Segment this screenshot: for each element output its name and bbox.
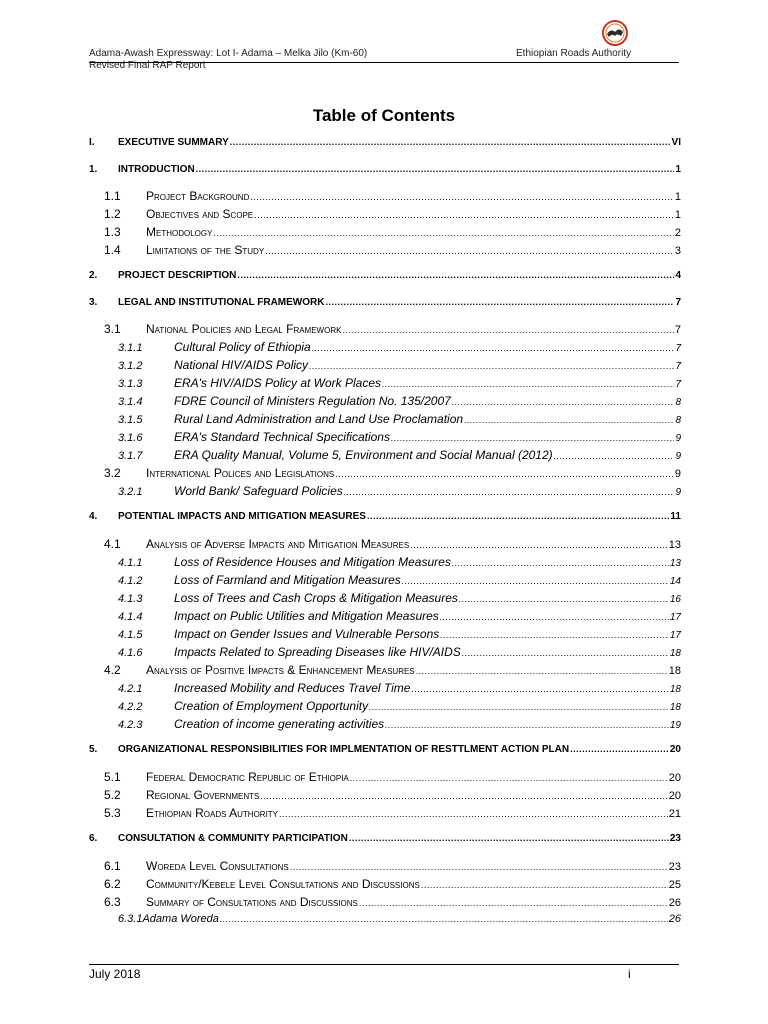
toc-leader-dots xyxy=(416,666,668,676)
toc-entry-page: 23 xyxy=(668,861,681,873)
toc-entry-number: 4.1.4 xyxy=(118,611,143,623)
toc-entry-number: 3.1.4 xyxy=(118,396,143,408)
toc-leader-dots xyxy=(196,164,675,174)
toc-entry-page: 20 xyxy=(668,790,681,802)
toc-leader-dots xyxy=(385,720,669,730)
footer-rule xyxy=(89,964,679,965)
toc-entry-number: 6. xyxy=(89,833,98,844)
toc-entry[interactable] xyxy=(89,137,681,153)
toc-entry[interactable] xyxy=(89,859,681,875)
toc-entry-label: Creation of Employment Opportunity xyxy=(174,699,369,713)
toc-leader-dots xyxy=(440,612,669,622)
toc-entry-number: 3.2 xyxy=(104,466,121,480)
toc-entry[interactable] xyxy=(89,322,681,338)
toc-entry-number: 6.3.1 xyxy=(118,913,143,925)
toc-entry-page: 13 xyxy=(669,558,681,569)
toc-entry-label: Loss of Farmland and Mitigation Measures xyxy=(174,573,401,587)
toc-entry-page: 18 xyxy=(668,665,681,677)
toc-entry-label: Cultural Policy of Ethiopia xyxy=(174,340,311,354)
toc-leader-dots xyxy=(382,379,674,389)
toc-entry-page: 4 xyxy=(675,270,681,281)
toc-entry-number: 4. xyxy=(89,511,98,522)
toc-leader-dots xyxy=(309,361,674,371)
toc-entry-number: 6.1 xyxy=(104,859,121,873)
toc-leader-dots xyxy=(220,914,668,924)
toc-entry-number: 2. xyxy=(89,270,98,281)
toc-leader-dots xyxy=(349,833,669,843)
toc-entry-number: 3.1.3 xyxy=(118,378,143,390)
toc-entry-page: 20 xyxy=(668,772,681,784)
toc-entry[interactable] xyxy=(89,627,681,643)
toc-entry-number: 4.1.3 xyxy=(118,593,143,605)
toc-entry[interactable] xyxy=(89,511,681,527)
toc-entry-page: 18 xyxy=(669,702,681,713)
toc-entry[interactable] xyxy=(89,895,681,911)
toc-entry-page: 25 xyxy=(668,879,681,891)
toc-entry[interactable] xyxy=(89,484,681,500)
toc-entry-label: National Policies and Legal Framework xyxy=(146,322,342,336)
toc-leader-dots xyxy=(335,469,674,479)
toc-entry-page: 17 xyxy=(669,612,681,623)
toc-entry-page: 19 xyxy=(669,720,681,731)
toc-entry-number: 3.1 xyxy=(104,322,121,336)
toc-entry[interactable] xyxy=(89,430,681,446)
toc-entry-number: 4.2.2 xyxy=(118,701,143,713)
toc-entry-number: 3.1.1 xyxy=(118,342,143,354)
toc-leader-dots xyxy=(265,246,674,256)
header-line1: Adama-Awash Expressway: Lot I- Adama – Melka Jilo (Km-60) xyxy=(89,48,368,59)
footer-date: July 2018 xyxy=(89,967,141,981)
toc-leader-dots xyxy=(230,137,671,147)
toc-entry[interactable] xyxy=(89,717,681,733)
toc-entry-number: 4.2 xyxy=(104,663,121,677)
toc-entry[interactable] xyxy=(89,340,681,356)
toc-entry-number: 6.3 xyxy=(104,895,121,909)
toc-entry-page: 21 xyxy=(668,808,681,820)
toc-leader-dots xyxy=(237,270,674,280)
toc-entry-label: Analysis of Positive Impacts & Enhancement Measures xyxy=(146,663,415,677)
toc-entry-page: 7 xyxy=(675,297,681,308)
toc-entry-label: International Polices and Legislations xyxy=(146,466,335,480)
toc-entry-number: 5.2 xyxy=(104,788,121,802)
toc-entry-label: Ethiopian Roads Authority xyxy=(146,806,279,820)
toc-entry[interactable] xyxy=(89,681,681,697)
toc-entry[interactable] xyxy=(89,270,681,286)
toc-leader-dots xyxy=(402,576,669,586)
toc-leader-dots xyxy=(440,630,669,640)
toc-entry-page: 14 xyxy=(669,576,681,587)
toc-entry-page: 7 xyxy=(675,379,681,390)
toc-entry-page: 13 xyxy=(668,539,681,551)
toc-leader-dots xyxy=(250,192,674,202)
toc-entry-label: Loss of Residence Houses and Mitigation Measures xyxy=(174,555,451,569)
toc-entry-number: 4.1.6 xyxy=(118,647,143,659)
toc-entry-number: 5.1 xyxy=(104,770,121,784)
toc-entry[interactable] xyxy=(89,358,681,374)
toc-entry-page: 8 xyxy=(675,397,681,408)
toc-leader-dots xyxy=(213,228,673,238)
toc-entry-page: 1 xyxy=(674,209,681,221)
toc-entry-label: LEGAL AND INSTITUTIONAL FRAMEWORK xyxy=(118,297,325,308)
toc-leader-dots xyxy=(391,433,674,443)
toc-entry[interactable] xyxy=(89,189,681,205)
toc-entry-label: Federal Democratic Republic of Ethiopia xyxy=(146,770,349,784)
toc-leader-dots xyxy=(570,744,669,754)
toc-entry[interactable] xyxy=(89,788,681,804)
toc-entry-label: Impact on Public Utilities and Mitigation Measures xyxy=(174,609,439,623)
toc-entry-label: ERA's HIV/AIDS Policy at Work Places xyxy=(174,376,382,390)
toc-entry-label: ERA Quality Manual, Volume 5, Environment and Social Manual (2012) xyxy=(174,448,553,462)
toc-leader-dots xyxy=(342,325,673,335)
toc-entry-label: Loss of Trees and Cash Crops & Mitigation Measures xyxy=(174,591,458,605)
toc-entry[interactable] xyxy=(89,663,681,679)
toc-leader-dots xyxy=(359,898,668,908)
toc-entry[interactable] xyxy=(89,770,681,786)
toc-leader-dots xyxy=(344,487,675,497)
toc-entry-number: 1.3 xyxy=(104,225,121,239)
toc-entry-label: Impact on Gender Issues and Vulnerable Persons xyxy=(174,627,440,641)
toc-entry-number: 1.4 xyxy=(104,243,121,257)
toc-entry-page: 17 xyxy=(669,630,681,641)
page-title: Table of Contents xyxy=(312,106,456,125)
toc-entry-page: 7 xyxy=(675,361,681,372)
toc-leader-dots xyxy=(367,511,669,521)
toc-entry-number: 3.1.5 xyxy=(118,414,143,426)
toc-entry-number: 1.1 xyxy=(104,189,121,203)
toc-entry-page: 2 xyxy=(674,227,681,239)
toc-entry-label: National HIV/AIDS Policy xyxy=(174,358,309,372)
toc-entry-number: 3.1.2 xyxy=(118,360,143,372)
toc-entry-page: 7 xyxy=(675,343,681,354)
toc-entry[interactable] xyxy=(89,297,681,313)
toc-entry[interactable] xyxy=(89,699,681,715)
toc-leader-dots xyxy=(325,297,674,307)
toc-entry-number: 4.2.3 xyxy=(118,719,143,731)
toc-entry-page: 3 xyxy=(674,245,681,257)
toc-entry[interactable] xyxy=(89,591,681,607)
toc-entry-label: Project Background xyxy=(146,189,250,203)
toc-entry[interactable] xyxy=(89,537,681,553)
toc-entry-page: 11 xyxy=(670,511,681,522)
toc-leader-dots xyxy=(459,594,669,604)
toc-entry[interactable] xyxy=(89,913,681,929)
toc-entry-label: POTENTIAL IMPACTS AND MITIGATION MEASURES xyxy=(118,511,366,522)
toc-entry-number: 4.1.2 xyxy=(118,575,143,587)
toc-entry-number: I. xyxy=(89,137,95,148)
header-project xyxy=(89,48,367,72)
toc-leader-dots xyxy=(410,540,668,550)
toc-entry[interactable] xyxy=(89,609,681,625)
toc-entry-label: Objectives and Scope xyxy=(146,207,254,221)
toc-entry[interactable] xyxy=(89,243,681,259)
toc-entry-label: Limitations of the Study xyxy=(146,243,265,257)
toc-entry-label: FDRE Council of Ministers Regulation No. 135/2007 xyxy=(174,394,451,408)
toc-entry-number: 3. xyxy=(89,297,98,308)
toc-entry-number: 5. xyxy=(89,744,98,755)
header-line2: Revised Final RAP Report xyxy=(89,60,206,71)
toc-entry[interactable] xyxy=(89,466,681,482)
toc-leader-dots xyxy=(279,809,668,819)
toc-leader-dots xyxy=(421,880,668,890)
toc-entry-page: 18 xyxy=(669,648,681,659)
toc-entry-page: 9 xyxy=(675,451,681,462)
toc-entry-label: ERA's Standard Technical Specifications xyxy=(174,430,390,444)
toc-entry-number: 1.2 xyxy=(104,207,121,221)
toc-entry-page: 8 xyxy=(675,415,681,426)
toc-entry-number: 4.1.1 xyxy=(118,557,143,569)
toc-entry-label: ORGANIZATIONAL RESPONSIBILITIES FOR IMPLMENTATION OF RESTTLMENT ACTION PLAN xyxy=(118,744,570,755)
era-logo-icon xyxy=(601,20,629,46)
toc-entry-number: 1. xyxy=(89,164,98,175)
toc-leader-dots xyxy=(290,862,668,872)
toc-entry[interactable] xyxy=(89,376,681,392)
toc-entry-page: 16 xyxy=(669,594,681,605)
toc-entry-number: 6.2 xyxy=(104,877,121,891)
toc-entry-page: 20 xyxy=(669,744,681,755)
toc-entry-page: 26 xyxy=(668,913,681,925)
toc-entry-label: PROJECT DESCRIPTION xyxy=(118,270,237,281)
toc-entry-label: Summary of Consultations and Discussions xyxy=(146,895,358,909)
toc-leader-dots xyxy=(462,648,669,658)
header-organization: Ethiopian Roads Authority xyxy=(516,48,632,59)
toc-entry-label: Woreda Level Consultations xyxy=(146,859,289,873)
toc-entry[interactable] xyxy=(89,412,681,428)
toc-entry[interactable] xyxy=(89,833,681,849)
toc-entry[interactable] xyxy=(89,806,681,822)
toc-entry-label: Methodology xyxy=(146,225,213,239)
toc-entry-page: 26 xyxy=(668,897,681,909)
toc-entry[interactable] xyxy=(89,164,681,180)
toc-entry-page: 1 xyxy=(675,164,681,175)
toc-entry-label: World Bank/ Safeguard Policies xyxy=(174,484,343,498)
toc-entry-page: 18 xyxy=(669,684,681,695)
toc-entry-label: Increased Mobility and Reduces Travel Time xyxy=(174,681,411,695)
toc-entry-label: EXECUTIVE SUMMARY xyxy=(118,137,229,148)
toc-entry[interactable] xyxy=(89,448,681,464)
toc-entry-number: 4.1.5 xyxy=(118,629,143,641)
toc-entry[interactable] xyxy=(89,394,681,410)
toc-entry-label: Adama Woreda xyxy=(142,913,219,925)
toc-leader-dots xyxy=(350,773,668,783)
toc-entry-label: Analysis of Adverse Impacts and Mitigation Measures xyxy=(146,537,410,551)
toc-entry-page: 9 xyxy=(674,468,681,480)
toc-entry-label: Rural Land Administration and Land Use Proclamation xyxy=(174,412,464,426)
toc-entry-number: 3.1.7 xyxy=(118,450,143,462)
toc-entry[interactable] xyxy=(89,877,681,893)
header-rule xyxy=(89,62,679,63)
toc-entry[interactable] xyxy=(89,207,681,223)
toc-entry-label: CONSULTATION & COMMUNITY PARTICIPATION xyxy=(118,833,348,844)
toc-entry-label: INTRODUCTION xyxy=(118,164,195,175)
toc-entry-number: 4.1 xyxy=(104,537,121,551)
toc-leader-dots xyxy=(312,343,675,353)
toc-leader-dots xyxy=(554,451,675,461)
toc-entry-page: 9 xyxy=(675,433,681,444)
toc-leader-dots xyxy=(411,684,668,694)
toc-leader-dots xyxy=(464,415,674,425)
toc-entry-number: 4.2.1 xyxy=(118,683,143,695)
toc-entry-label: Community/Kebele Level Consultations and Discussions xyxy=(146,877,420,891)
toc-entry-number: 3.2.1 xyxy=(118,486,143,498)
toc-leader-dots xyxy=(369,702,669,712)
toc-entry-page: 7 xyxy=(674,324,681,336)
toc-entry-page: VI xyxy=(671,137,681,148)
toc-leader-dots xyxy=(254,210,674,220)
toc-leader-dots xyxy=(260,791,667,801)
toc-entry[interactable] xyxy=(89,573,681,589)
toc-entry[interactable] xyxy=(89,744,681,760)
toc-entry[interactable] xyxy=(89,645,681,661)
toc-entry-label: Creation of income generating activities xyxy=(174,717,385,731)
toc-entry-label: Regional Governments xyxy=(146,788,260,802)
toc-leader-dots xyxy=(452,558,669,568)
toc-entry-page: 23 xyxy=(669,833,681,844)
toc-leader-dots xyxy=(452,397,675,407)
toc-entry[interactable] xyxy=(89,225,681,241)
toc-entry[interactable] xyxy=(89,555,681,571)
toc-entry-number: 3.1.6 xyxy=(118,432,143,444)
footer-page-number: i xyxy=(628,967,631,981)
toc-entry-page: 1 xyxy=(674,191,681,203)
toc-entry-label: Impacts Related to Spreading Diseases like HIV/AIDS xyxy=(174,645,461,659)
toc-entry-number: 5.3 xyxy=(104,806,121,820)
toc-entry-page: 9 xyxy=(675,487,681,498)
